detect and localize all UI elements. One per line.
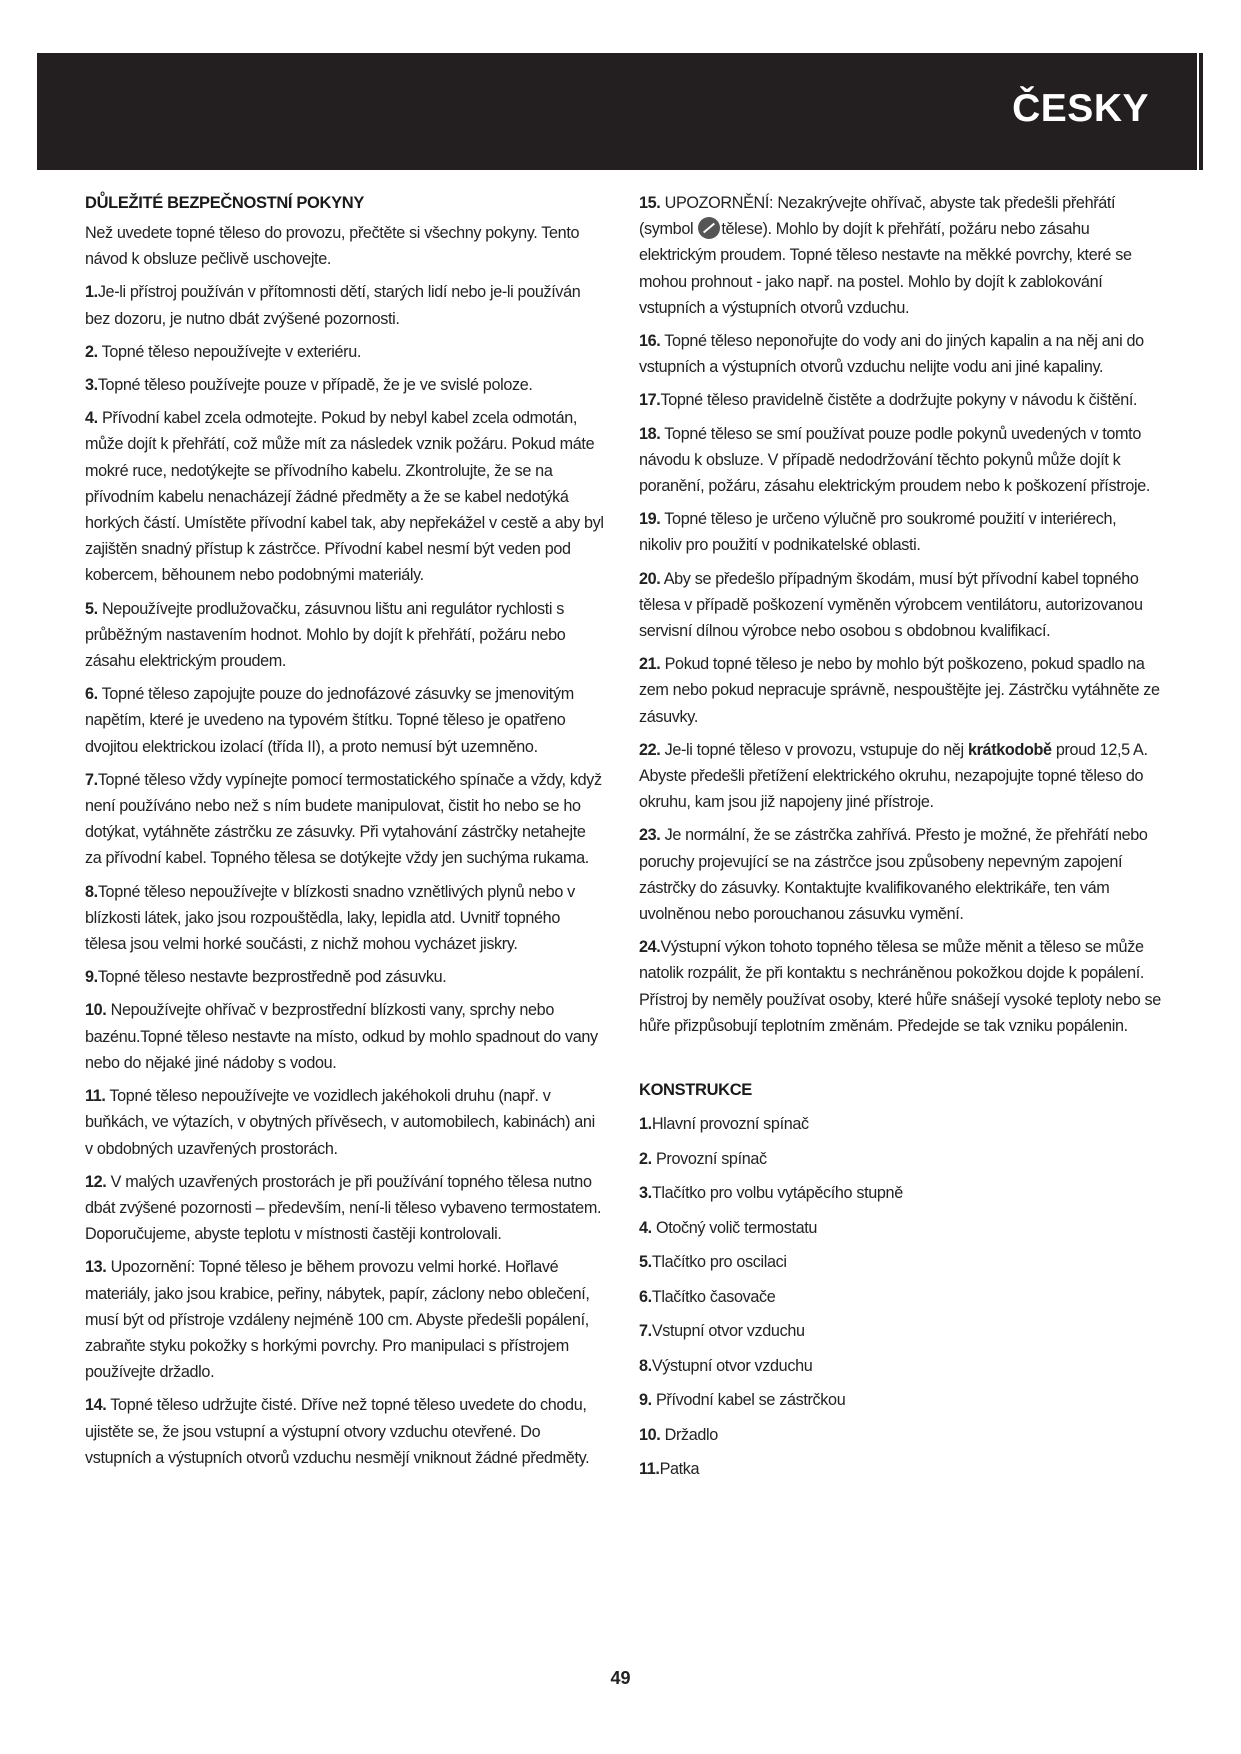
safety-item-11 bbox=[85, 1083, 605, 1162]
item-text: Topné těleso nepoužívejte ve vozidlech jakéhokoli druhu (např. v buňkách, ve výtazích, v obytných přívěsech, v automobilech, kabinách) ani v obdobných uzavřených prostorách. bbox=[85, 1087, 595, 1158]
item-text: Aby se předešlo případným škodám, musí být přívodní kabel topného tělesa v případě poškození vyměněn výrobcem ventilátoru, autorizovanou servisní dílnou výrobce nebo osobou s obdobnou kvalifikací. bbox=[639, 569, 1143, 641]
item-text: Hlavní provozní spínač bbox=[651, 1115, 809, 1134]
item-text: Topné těleso zapojujte pouze do jednofázové zásuvky se jmenovitým napětím, které je uvedeno na typovém štítku. Topné těleso je opatřeno dvojitou elektrickou izolací (třída II), a proto nemusí být uzemněno. bbox=[85, 685, 574, 756]
item-number: 3. bbox=[639, 1184, 652, 1203]
safety-item-9 bbox=[85, 964, 605, 990]
safety-item-16 bbox=[639, 328, 1161, 380]
construction-item-11 bbox=[639, 1452, 1161, 1487]
item-number: 2. bbox=[639, 1149, 652, 1168]
item-number: 14. bbox=[85, 1396, 107, 1415]
item-number: 24. bbox=[639, 938, 661, 957]
item-text: Topné těleso nepoužívejte v exteriéru. bbox=[97, 342, 362, 361]
header-edge-line bbox=[1199, 53, 1203, 170]
safety-item-23 bbox=[639, 822, 1161, 927]
construction-item-10 bbox=[639, 1418, 1161, 1453]
construction-item-7 bbox=[639, 1314, 1161, 1349]
construction-section-title: KONSTRUKCE bbox=[639, 1081, 752, 1100]
safety-item-21 bbox=[639, 651, 1161, 730]
item-text: Topné těleso udržujte čisté. Dříve než topné těleso uvedete do chodu, ujistěte se, že jsou vstupní a výstupní otvory vzduchu otevřené. Do vstupních a výstupních otvorů vzduchu nesmějí vniknout žádné předměty. bbox=[85, 1396, 590, 1467]
safety-item-17 bbox=[639, 387, 1161, 413]
item-number: 9. bbox=[85, 968, 98, 987]
item-text: Je normální, že se zástrčka zahřívá. Přesto je možné, že přehřátí nebo poruchy projevující se na zástrčce jsou způsobeny nepevným zapojení zástrčky do zásuvky. Kontaktujte kvalifikovaného elektrikáře, ten vám uvolněnou nebo porouchanou zásuvku vymění. bbox=[639, 826, 1148, 924]
item-number: 6. bbox=[85, 685, 98, 704]
construction-item-1 bbox=[639, 1107, 1161, 1142]
item-text: Tlačítko časovače bbox=[651, 1287, 776, 1306]
safety-item-15 bbox=[639, 190, 1161, 321]
item-text: Upozornění: Topné těleso je během provozu velmi horké. Hořlavé materiály, jako jsou krabice, peřiny, nábytek, papír, záclony nebo oblečení, musí být od přístroje vzdáleny nejméně 100 cm. Abyste předešli popálení, zabraňte styku pokožky s horkými povrchy. Pro manipulaci s přístrojem používejte držadlo. bbox=[85, 1258, 590, 1382]
item-text: Topné těleso se smí používat pouze podle pokynů uvedených v tomto návodu k obsluze. V případě nedodržování těchto pokynů může dojít k poranění, požáru, zásahu elektrickým proudem nebo k poškození přístroje. bbox=[639, 424, 1151, 496]
item-text: Nepoužívejte prodlužovačku, zásuvnou lištu ani regulátor rychlosti s průběžným nastavením hodnot. Mohlo by dojít k přehřátí, požáru nebo zásahu elektrickým proudem. bbox=[85, 599, 566, 671]
item-number: 22. bbox=[639, 740, 661, 759]
item-number: 4. bbox=[639, 1218, 652, 1237]
item-text-before: Je-li topné těleso v provozu, vstupuje do něj bbox=[660, 740, 968, 759]
item-number: 9. bbox=[639, 1391, 652, 1410]
language-header-bar bbox=[37, 53, 1197, 170]
construction-item-4 bbox=[639, 1211, 1161, 1246]
item-text: Topné těleso používejte pouze v případě, že je ve svislé poloze. bbox=[97, 376, 533, 395]
item-number: 23. bbox=[639, 826, 661, 845]
item-text: Držadlo bbox=[660, 1425, 718, 1444]
item-number: 20. bbox=[639, 569, 661, 588]
safety-list bbox=[85, 279, 605, 1471]
item-text: Topné těleso nepoužívejte v blízkosti snadno vznětlivých plynů nebo v blízkosti látek, jako jsou rozpouštědla, laky, lepidla atd. Uvnitř topného tělesa jsou velmi horké součásti, z nichž mohou vycházet jiskry. bbox=[85, 882, 575, 954]
item-text-bold: krátkodobě bbox=[967, 740, 1052, 759]
item-text: Topné těleso neponořujte do vody ani do jiných kapalin a na něj ani do vstupních a výstupních otvorů vzduchu nelijte vodu ani jiné kapaliny. bbox=[639, 332, 1144, 377]
item-number: 1. bbox=[85, 283, 98, 302]
item-number: 8. bbox=[639, 1356, 652, 1375]
safety-list-continued bbox=[639, 328, 1161, 730]
item-text: Je-li přístroj používán v přítomnosti dětí, starých lidí nebo je-li používán bez dozoru, je nutno dbát zvýšené pozornosti. bbox=[85, 283, 581, 328]
construction-item-6 bbox=[639, 1280, 1161, 1315]
item-text: V malých uzavřených prostorách je při používání topného tělesa nutno dbát zvýšené pozornosti – především, není-li těleso vybaveno termostatem. Doporučujeme, abyste teplotu v místnosti častěji kontrolovali. bbox=[85, 1172, 602, 1244]
item-number: 8. bbox=[85, 882, 98, 901]
safety-item-8 bbox=[85, 879, 605, 958]
item-text: Provozní spínač bbox=[651, 1149, 767, 1168]
item-text: Otočný volič termostatu bbox=[651, 1218, 818, 1237]
item-number: 10. bbox=[639, 1425, 661, 1444]
item-number: 16. bbox=[639, 332, 661, 351]
item-number: 7. bbox=[85, 770, 98, 789]
item-number: 19. bbox=[639, 510, 661, 529]
construction-item-3 bbox=[639, 1176, 1161, 1211]
item-text-after: tělese). Mohlo by dojít k přehřátí, požáru nebo zásahu elektrickým proudem. Topné těleso nestavte na měkké povrchy, které se mohou prohnout - jako např. na postel. Mohlo by dojít k zablokování vstupních a výstupních otvorů vzduchu. bbox=[639, 220, 1132, 317]
do-not-cover-symbol-icon bbox=[698, 217, 720, 239]
item-number: 11. bbox=[85, 1087, 106, 1106]
item-text: Tlačítko pro oscilaci bbox=[651, 1253, 787, 1272]
safety-item-3 bbox=[85, 372, 605, 398]
item-number: 1. bbox=[639, 1115, 652, 1134]
construction-list bbox=[639, 1107, 1161, 1487]
construction-item-5 bbox=[639, 1245, 1161, 1280]
safety-item-5 bbox=[85, 596, 605, 675]
item-text: Topné těleso nestavte bezprostředně pod zásuvku. bbox=[97, 968, 447, 987]
item-text: Patka bbox=[659, 1460, 700, 1479]
item-text-after: proud 12,5 A. Abyste předešli přetížení elektrického okruhu, nezapojujte topné těleso do okruhu, kam jsou již napojeny jiné přístroje. bbox=[639, 740, 1148, 812]
item-number: 3. bbox=[85, 376, 98, 395]
language-title: ČESKY bbox=[1012, 87, 1149, 130]
item-text: Výstupní výkon tohoto topného tělesa se může měnit a těleso se může natolik rozpálit, že při kontaktu s nechráněnou pokožkou dojde k popálení. Přístroj by neměly používat osoby, které hůře snášejí vysoké teploty nebo se hůře přizpůsobují teplotním změnám. Předejde se tak vzniku popálenin. bbox=[639, 938, 1161, 1035]
item-number: 2. bbox=[85, 342, 98, 361]
page-number: 49 bbox=[610, 1668, 631, 1688]
safety-item-18 bbox=[639, 421, 1161, 500]
item-number: 11. bbox=[639, 1460, 660, 1479]
safety-item-4 bbox=[85, 405, 605, 588]
item-number: 10. bbox=[85, 1001, 107, 1020]
item-text: Pokud topné těleso je nebo by mohlo být poškozeno, pokud spadlo na zem nebo pokud nepracuje správně, nespouštějte jej. Zástrčku vytáhněte ze zásuvky. bbox=[639, 655, 1160, 726]
item-number: 18. bbox=[639, 424, 661, 443]
item-number: 21. bbox=[639, 655, 661, 674]
safety-item-6 bbox=[85, 681, 605, 760]
safety-intro: Než uvedete topné těleso do provozu, přečtěte si všechny pokyny. Tento návod k obsluze pečlivě uschovejte. bbox=[85, 224, 580, 269]
construction-item-9 bbox=[639, 1383, 1161, 1418]
item-text: Výstupní otvor vzduchu bbox=[651, 1356, 813, 1375]
item-number: 12. bbox=[85, 1172, 107, 1191]
safety-item-12 bbox=[85, 1169, 605, 1248]
safety-item-7 bbox=[85, 767, 605, 872]
safety-item-22 bbox=[639, 737, 1161, 816]
safety-item-2 bbox=[85, 339, 605, 365]
left-column bbox=[85, 190, 605, 1478]
safety-item-20 bbox=[639, 566, 1161, 645]
item-number: 4. bbox=[85, 409, 98, 428]
item-text: Vstupní otvor vzduchu bbox=[651, 1322, 805, 1341]
safety-item-19 bbox=[639, 506, 1161, 558]
item-number: 7. bbox=[639, 1322, 652, 1341]
item-text: Topné těleso pravidelně čistěte a dodržujte pokyny v návodu k čištění. bbox=[660, 391, 1138, 410]
safety-item-13 bbox=[85, 1254, 605, 1385]
right-column bbox=[639, 190, 1161, 1487]
safety-item-24 bbox=[639, 934, 1161, 1039]
construction-item-8 bbox=[639, 1349, 1161, 1384]
item-text: Přívodní kabel se zástrčkou bbox=[651, 1391, 846, 1410]
item-number: 13. bbox=[85, 1258, 107, 1277]
safety-item-14 bbox=[85, 1392, 605, 1471]
item-number: 5. bbox=[639, 1253, 652, 1272]
item-number: 5. bbox=[85, 599, 98, 618]
safety-section-title: DŮLEŽITÉ BEZPEČNOSTNÍ POKYNY bbox=[85, 194, 364, 212]
item-text: Přívodní kabel zcela odmotejte. Pokud by nebyl kabel zcela odmotán, může dojít k přehřátí, což může mít za následek vznik požáru. Pokud máte mokré ruce, nedotýkejte se přívodního kabelu. Zkontrolujte, že se na přívodním kabelu nenacházejí žádné předměty a že se kabel nedotýká horkých částí. Umístěte přívodní kabel tak, aby nepřekážel v cestě a aby byl zajištěn snadný přístup k zástrčce. Přívodní kabel nesmí být veden pod kobercem, běhounem nebo podobnými materiály. bbox=[85, 409, 604, 585]
item-text-before: UPOZORNĚNÍ: Nezakrývejte ohřívač, abyste tak předešli přehřátí (symbol bbox=[639, 194, 1116, 239]
item-text: Tlačítko pro volbu vytápěcího stupně bbox=[651, 1184, 903, 1203]
item-text: Topné těleso vždy vypínejte pomocí termostatického spínače a vždy, když není používáno nebo než s ním budete manipulovat, čistit ho nebo se ho dotýkat, vytáhněte zástrčku ze zásuvky. Při vytahování zástrčky netahejte za přívodní kabel. Topného tělesa se dotýkejte vždy jen suchýma rukama. bbox=[85, 770, 602, 868]
item-number: 6. bbox=[639, 1287, 652, 1306]
item-number: 17. bbox=[639, 391, 661, 410]
safety-list-end bbox=[639, 822, 1161, 1039]
construction-item-2 bbox=[639, 1142, 1161, 1177]
item-text: Nepoužívejte ohřívač v bezprostřední blízkosti vany, sprchy nebo bazénu.Topné těleso nestavte na místo, odkud by mohlo spadnout do vany nebo do nějaké jiné nádoby s vodou. bbox=[85, 1001, 598, 1072]
safety-item-10 bbox=[85, 997, 605, 1076]
item-text: Topné těleso je určeno výlučně pro soukromé použití v interiérech, nikoliv pro použití v podnikatelské oblasti. bbox=[639, 510, 1117, 555]
item-number: 15. bbox=[639, 194, 661, 212]
safety-item-1 bbox=[85, 279, 605, 331]
